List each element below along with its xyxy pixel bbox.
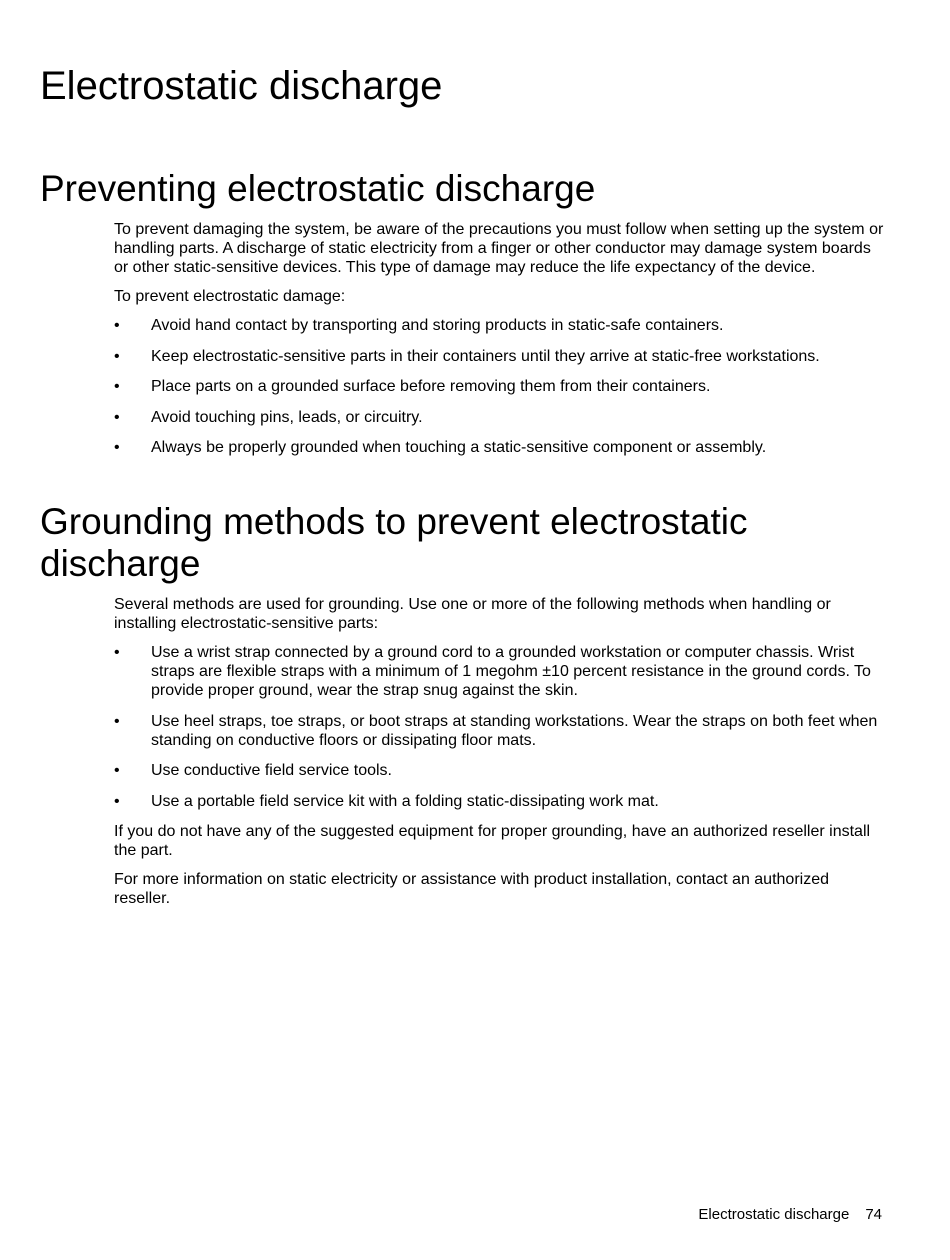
bullet-icon: • [114, 378, 120, 395]
paragraph-intro: To prevent damaging the system, be aware of the precautions you must follow when setting up the system or handling parts. A discharge of static electricity from a finger or other conductor may damage system boards or other static-sensitive devices. This type of damage may reduce the life expectancy of the device. [114, 221, 884, 276]
paragraph-intro: Several methods are used for grounding. Use one or more of the following methods when handling or installing electrostatic-sensitive parts: [114, 596, 831, 632]
paragraph-closing: If you do not have any of the suggested equipment for proper grounding, have an authorized reseller install the part. [114, 823, 871, 859]
list-item [114, 712, 889, 750]
footer-section-title: Electrostatic discharge [698, 1206, 850, 1223]
bullet-icon: • [114, 644, 120, 661]
list-item-text: Place parts on a grounded surface before removing them from their containers. [151, 378, 711, 395]
bullet-list-preventing [114, 316, 889, 457]
list-item [114, 408, 889, 427]
bullet-icon: • [114, 712, 120, 730]
bullet-icon: • [114, 347, 120, 365]
bullet-icon: • [114, 792, 120, 810]
paragraph-closing: For more information on static electricity or assistance with product installation, contact an authorized reseller. [114, 871, 829, 907]
bullet-icon: • [114, 408, 120, 426]
bullet-icon: • [114, 317, 120, 334]
list-item [114, 643, 889, 700]
list-item-text: Use a wrist strap connected by a ground cord to a grounded workstation or computer chassis. Wrist straps are flexible straps with a minimum of 1 megohm ±10 percent resistance in the ground cords. To provide proper ground, wear the strap snug against the skin. [151, 644, 871, 699]
page-number: 74 [865, 1206, 882, 1223]
list-item-text: Avoid touching pins, leads, or circuitry. [151, 408, 423, 426]
list-item-text: Use heel straps, toe straps, or boot straps at standing workstations. Wear the straps on both feet when standing on conductive floors or dissipating floor mats. [151, 712, 878, 749]
list-item [114, 316, 889, 335]
paragraph-lead: To prevent electrostatic damage: [114, 288, 346, 305]
bullet-list-grounding [114, 643, 889, 811]
section-body-grounding [114, 595, 889, 918]
page-title: Electrostatic discharge [40, 64, 443, 108]
section-heading-grounding: Grounding methods to prevent electrostatic discharge [40, 501, 748, 584]
list-item [114, 438, 889, 457]
bullet-icon: • [114, 439, 120, 456]
list-item [114, 347, 889, 366]
list-item [114, 761, 889, 780]
section-heading-preventing: Preventing electrostatic discharge [40, 168, 596, 209]
list-item-text: Keep electrostatic-sensitive parts in their containers until they arrive at static-free workstations. [151, 347, 820, 365]
section-body-preventing [114, 220, 889, 469]
page-footer [698, 1205, 882, 1224]
list-item [114, 792, 889, 811]
list-item-text: Use a portable field service kit with a folding static-dissipating work mat. [151, 792, 659, 810]
list-item [114, 377, 889, 396]
list-item-text: Avoid hand contact by transporting and storing products in static-safe containers. [151, 317, 724, 334]
list-item-text: Always be properly grounded when touching a static-sensitive component or assembly. [151, 439, 767, 456]
list-item-text: Use conductive field service tools. [151, 762, 392, 779]
bullet-icon: • [114, 762, 120, 779]
